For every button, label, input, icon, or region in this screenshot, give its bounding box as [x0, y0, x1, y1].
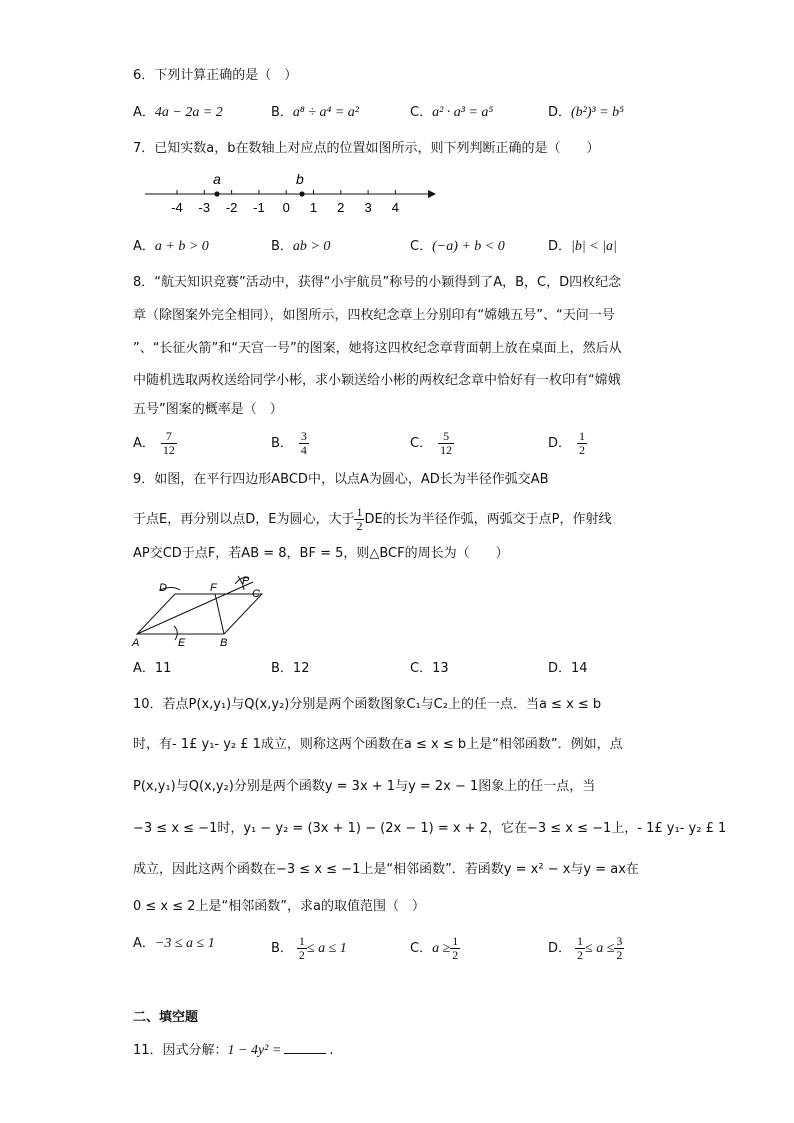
label-a: A	[132, 637, 140, 649]
q10-option-d: D． $\frac{1}{2}$ ≤ a ≤ $\frac{3}{2}$	[548, 934, 623, 962]
q6-option-d: D．(b²)³ = b⁵	[548, 105, 625, 120]
q9-option-b: B．12	[271, 661, 310, 676]
label-b: B	[220, 637, 228, 649]
label-d: D	[159, 582, 167, 594]
q9-option-c: C．13	[410, 661, 449, 676]
tick-label: -3	[198, 200, 211, 215]
q7-option-b: B．ab > 0	[271, 239, 331, 254]
q8-line-3: ”、“长征火箭”和“天宫一号”的图案，她将这四枚纪念章背面朝上放在桌面上，然后从	[133, 341, 622, 356]
q6-option-c: C．a² · a³ = a⁵	[410, 105, 494, 120]
label-e: E	[178, 637, 186, 649]
number-line-figure	[140, 170, 440, 220]
q10-line-6: 0 ≤ x ≤ 2上是“相邻函数”，求a的取值范围（ ）	[133, 899, 425, 914]
tick-label: 1	[309, 200, 318, 215]
q9-option-d: D．14	[548, 661, 588, 676]
q7-stem: 7．已知实数a，b在数轴上对应点的位置如图所示，则下列判断正确的是（ ）	[133, 141, 600, 156]
q8-option-a: A． $\frac{7}{12}$	[133, 429, 175, 457]
answer-blank	[284, 1041, 326, 1054]
q10-line-3: P(x,y₁)与Q(x,y₂)分别是两个函数y = 3x + 1与y = 2x − 1图象上的任一点，当	[133, 779, 596, 794]
q6-option-a: A．4a − 2a = 2	[133, 105, 223, 120]
q10-option-c: C．a ≥ $\frac{1}{2}$	[410, 934, 459, 962]
q10-line-1: 10．若点P(x,y₁)与Q(x,y₂)分别是两个函数图象C₁与C₂上的任一点．当a ≤ x ≤ b	[133, 697, 602, 712]
tick-label: -2	[225, 200, 238, 215]
q7-option-c: C．(−a) + b < 0	[410, 239, 505, 254]
q10-option-b: B． $\frac{1}{2}$ ≤ a ≤ 1	[271, 934, 347, 962]
tick-label: 0	[282, 200, 290, 215]
tick-label: 3	[364, 200, 372, 215]
ray-ap	[137, 582, 253, 634]
q8-option-b: B． $\frac{3}{4}$	[271, 429, 307, 457]
parallelogram-abcd	[137, 594, 262, 634]
tick-label: -4	[171, 200, 183, 215]
section-heading: 二、填空题	[133, 1010, 199, 1025]
q6-option-b: B．a⁸ ÷ a⁴ = a²	[271, 105, 359, 120]
q9-line-1: 9．如图，在平行四边形ABCD中，以点A为圆心，AD长为半径作弧交AB	[133, 472, 549, 487]
arc-at-e	[174, 626, 177, 640]
q10-option-a: A．−3 ≤ a ≤ 1	[133, 936, 215, 951]
label-f: F	[210, 582, 217, 594]
parallelogram-figure	[128, 574, 278, 650]
tick-label: 4	[391, 200, 400, 215]
q9-line-2: 于点E，再分别以点D，E为圆心，大于 $\frac{1}{2}$ DE的长为半径作弧，两弧交于点P，作射线	[133, 505, 612, 533]
q8-option-d: D． $\frac{1}{2}$	[548, 429, 586, 457]
q6-stem: 6．下列计算正确的是（ ）	[133, 68, 298, 83]
q8-option-c: C． $\frac{5}{12}$	[410, 429, 453, 457]
q8-line-1: 8．“航天知识竞赛”活动中，获得“小宇航员”称号的小颖得到了A，B，C，D四枚纪念	[133, 275, 622, 290]
q8-line-5: 五号”图案的概率是（ ）	[133, 402, 283, 417]
point-b	[299, 191, 304, 196]
q11: 11．因式分解：1 − 4y² = .	[133, 1043, 334, 1058]
point-a	[214, 191, 219, 196]
q7-option-a: A．a + b > 0	[133, 239, 209, 254]
point-b-label: b	[296, 171, 304, 187]
label-c: C	[252, 588, 260, 600]
q9-line-3: AP交CD于点F，若AB = 8，BF = 5，则△BCF的周长为（ ）	[133, 546, 509, 561]
segment-bf	[215, 594, 224, 634]
tick-label: 2	[337, 200, 345, 215]
q10-line-5: 成立，因此这两个函数在−3 ≤ x ≤ −1上是“相邻函数”．若函数y = x² − x与y = ax在	[133, 862, 639, 877]
tick-label: -1	[253, 200, 265, 215]
label-p: P	[242, 575, 250, 587]
q7-option-d: D．|b| < |a|	[548, 239, 617, 254]
q8-line-2: 章（除图案外完全相同），如图所示，四枚纪念章上分别印有“嫦娥五号”、“天问一号	[133, 308, 615, 323]
q8-line-4: 中随机选取两枚送给同学小彬，求小颖送给小彬的两枚纪念章中恰好有一枚印有“嫦娥	[133, 373, 621, 388]
q10-line-2: 时，有- 1£ y₁- y₂ £ 1成立，则称这两个函数在a ≤ x ≤ b上是“相邻函数”．例如，点	[133, 737, 623, 752]
q10-line-4: −3 ≤ x ≤ −1时，y₁ − y₂ = (3x + 1) − (2x − 1) = x + 2，它在−3 ≤ x ≤ −1上，- 1£ y₁- y₂ £ 1	[133, 821, 727, 836]
point-a-label: a	[213, 171, 221, 187]
q9-option-a: A．11	[133, 661, 172, 676]
